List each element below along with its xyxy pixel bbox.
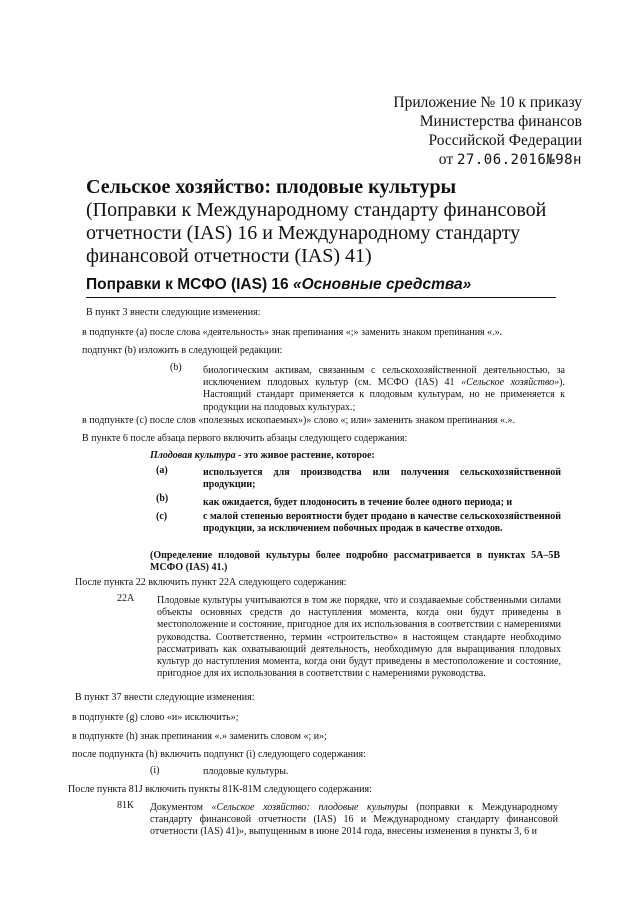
title-main: Сельское хозяйство: плодовые культуры xyxy=(86,176,457,198)
def-item-c-text: с малой степенью вероятности будет продано в качестве сельскохозяйственной продукции, за исключением побочных продаж в качестве отходов. xyxy=(203,511,561,535)
document-title xyxy=(86,175,586,268)
paragraph-p6: После пункта 22 включить пункт 22А следующего содержания: xyxy=(75,577,347,588)
definition-note: (Определение плодовой культуры более подробно рассматривается в пунктах 5А–5В МСФО (IAS) 41.) xyxy=(150,550,560,574)
paragraph-22a-label: 22А xyxy=(117,593,135,604)
appendix-date-prefix: от xyxy=(438,151,454,168)
paragraph-p11: После пункта 81J включить пункты 81К-81М следующего содержания: xyxy=(68,784,372,795)
def-item-a-label: (a) xyxy=(156,465,168,476)
paragraph-81k-text-2: (поправки к Международному стандарту финансовой отчетности (IAS) 16 и Международному стандарту финансовой отчетности (IAS) 41)», выпущенным в июне 2014 года, внесены изменения в пункты 3, 6 и xyxy=(150,802,558,838)
appendix-date-line xyxy=(352,150,582,170)
item-b-label: (b) xyxy=(170,362,182,373)
paragraph-p3: подпункт (b) изложить в следующей редакции: xyxy=(82,345,283,356)
title-sub-line-1: (Поправки к Международному стандарту финансовой xyxy=(86,199,547,221)
paragraph-p7: В пункт 37 внести следующие изменения: xyxy=(75,692,255,703)
paragraph-p2: в подпункте (a) после слова «деятельность» знак препинания «;» заменить знаком препинания «.». xyxy=(82,327,503,338)
section-heading-italic: «Основные средства» xyxy=(292,276,472,293)
item-i-text: плодовые культуры. xyxy=(203,766,289,777)
paragraph-p10: после подпункта (h) включить подпункт (i) следующего содержания: xyxy=(72,749,366,760)
def-item-a-text: используется для производства или получения сельскохозяйственной продукции; xyxy=(203,467,561,491)
title-sub-line-2: отчетности (IAS) 16 и Международному стандарту xyxy=(86,222,521,244)
paragraph-p5: В пункте 6 после абзаца первого включить абзацы следующего содержания: xyxy=(82,433,408,444)
paragraph-p1: В пункт 3 внести следующие изменения: xyxy=(86,307,261,318)
title-sub-line-3: финансовой отчетности (IAS) 41) xyxy=(86,245,372,267)
item-i-label: (i) xyxy=(150,765,160,776)
paragraph-81k-text-1: Документом xyxy=(150,802,212,813)
paragraph-p4: в подпункте (c) после слов «полезных ископаемых»)» слово «; или» заменить знаком препинания «.». xyxy=(82,415,516,426)
item-b-text-1: биологическим активам, связанным с сельскохозяйственной деятельностью, за исключением плодовых культур (см. МСФО (IAS) 41 xyxy=(203,365,565,389)
paragraph-22a-text: Плодовые культуры учитываются в том же порядке, что и создаваемые собственными силами объекты основных средств до наступления момента, когда они будут приведены в местоположение и состояние, пригодное для их использования в соответствии с намерениями руководства. Соответственно, термин «строительство» в настоящем стандарте необходимо рассматривать как охватывающий деятельность, необходимую для выращивания плодовых культур до наступления момента, когда они будут приведены в местоположение и состояние, пригодное для их использования в соответствии с намерениями руководства. xyxy=(157,595,561,680)
item-b-text xyxy=(203,365,565,414)
appendix-line-3: Российской Федерации xyxy=(428,132,582,149)
def-item-b-label: (b) xyxy=(156,493,169,504)
paragraph-81k-label: 81К xyxy=(117,800,134,811)
appendix-line-1: Приложение № 10 к приказу xyxy=(393,94,582,111)
definition-term: Плодовая культура xyxy=(150,450,236,461)
paragraph-81k-text xyxy=(150,802,558,839)
item-b-text-italic: «Сельское хозяйство» xyxy=(461,377,560,389)
appendix-header xyxy=(352,93,582,170)
item-b-text-2: ). Настоящий стандарт применяется к плодовым культурам, но не применяется к продукции на плодовых культурах.; xyxy=(203,377,565,413)
definition-rest: - это живое растение, которое: xyxy=(235,450,375,461)
paragraph-p8: в подпункте (g) слово «и» исключить»; xyxy=(72,712,239,723)
paragraph-81k-text-italic: «Сельское хозяйство: плодовые культуры xyxy=(211,802,408,813)
section-heading xyxy=(86,276,556,298)
def-item-b-text: как ожидается, будет плодоносить в течение более одного периода; и xyxy=(203,497,513,508)
paragraph-p9: в подпункте (h) знак препинания «.» заменить словом «; и»; xyxy=(72,731,327,742)
def-item-c-label: (c) xyxy=(156,511,168,522)
definition-line xyxy=(150,450,375,462)
section-heading-prefix: Поправки к МСФО (IAS) 16 xyxy=(86,276,293,293)
appendix-line-2: Министерства финансов xyxy=(419,113,582,130)
appendix-date-value: 27.06.2016№98н xyxy=(456,152,582,168)
